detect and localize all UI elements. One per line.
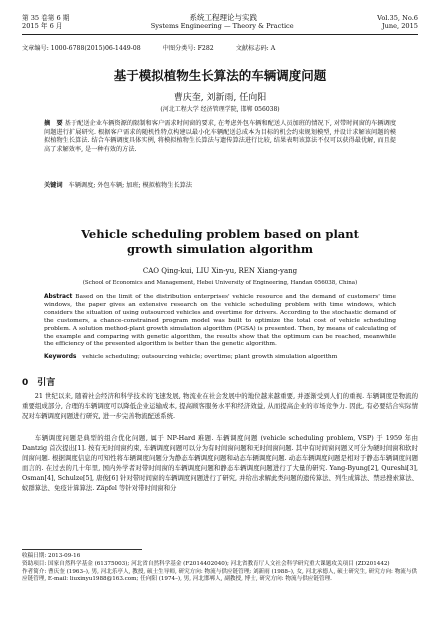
- abstract-text-cn: 基于配送企业车辆资源的限制和客户需求时间窗的要求, 在考虑外包车辆和配送人员加班的情况下, 对带时间窗的车辆调度问题进行扩展研究. 根据客户需求的随机性特点构建以最小化车辆配送总成本为目标的机会约束规划模型, 并设计求解该问题的模拟植物生长算法. 结合车辆调度具体实例, 将模拟植物生长算法与遗传算法进行比较, 结果表明该算法不仅可以获得最优解, 而且提高了求解效率, 是一种有效的方法.: [44, 120, 397, 154]
- title-cn: 基于模拟植物生长算法的车辆调度问题: [113, 68, 327, 83]
- authors-cn: 曹庆奎, 刘新雨, 任向阳: [173, 93, 267, 103]
- article-metadata: [22, 43, 418, 52]
- journal-name-en: Systems Engineering — Theory & Practice: [150, 22, 294, 30]
- affiliation-en: (School of Economics and Management, Hebei University of Engineering, Handan 056038, China): [82, 280, 358, 286]
- title-en: Vehicle scheduling problem based on plant growth simulation algorithm: [81, 227, 359, 256]
- section-heading-introduction: 0 引言: [22, 378, 56, 388]
- abstract-cn: [44, 120, 396, 155]
- keywords-en: [44, 353, 396, 362]
- date-en: June, 2015: [381, 22, 418, 30]
- keywords-cn: [44, 182, 396, 191]
- footnote-rule: [22, 549, 142, 550]
- abstract-label-cn: 摘 要: [44, 120, 63, 127]
- volume-issue-en: Vol.35, No.6: [377, 14, 418, 22]
- intro-paragraph-2: 车辆调度问题是典型的组合优化问题, 属于 NP-Hard 难题. 车辆调度问题 (vehicle scheduling problem, VSP) 于 1959 年由 Dantzig 首次提出[1]. 按有无时间窗约束, 车辆调度问题可以分为有时间窗问题和无时间窗问题. 其中有时间窗问题又可分为硬时间窗和软时间窗问题. 根据调度信息的可知性将车辆调度问题分为静态车辆调度问题和动态车辆调度问题. 动态车辆调度问题是相对于静态车辆调度问题而言的. 在过去的几十年里, 国内外学者对带时间窗的车辆调度问题和静态车辆调度问题进行了大量的研究. Yang-Byung[2], Qureshi[3], Osman[4], Schulze[5], 唐俊[6] 针对带时间窗的车辆调度问题进行了研究, 并给出求解此类问题的遗传算法、列生成算法、禁忌搜索算法、蚁群算法、免疫计算算法. Zäpfel 等针对带时间窗和分: [22, 434, 419, 492]
- abstract-en: [44, 294, 396, 349]
- funding-note: 资助项目: 国家自然科学基金 (61375003); 河北省自然科学基金 (F2014402040); 河北省教育厅人文社会科学研究重大课题攻关项目 (ZD201442): [22, 560, 390, 567]
- date-cn: 2015 年 6 月: [22, 22, 63, 30]
- document-code: 文献标志码: A: [235, 45, 276, 52]
- keywords-text-cn: 车辆调度; 外包车辆; 加班; 模拟植物生长算法: [68, 182, 193, 189]
- keywords-text-en: vehicle scheduling; outsourcing vehicle; overtime; plant growth simulation algorithm: [82, 354, 338, 360]
- article-number: 文章编号: 1000-6788(2015)06-1449-08: [22, 45, 141, 52]
- abstract-label-en: Abstract: [44, 294, 73, 300]
- volume-issue-cn: 第 35 卷第 6 期: [22, 14, 70, 22]
- clc-number: 中图分类号: F282: [162, 45, 214, 52]
- abstract-text-en: Based on the limit of the distribution enterprises' vehicle resource and the demand of customers' time windows, the paper gives an extensive research on the vehicle scheduling problem with time windows, which considers the situation of using outsourced vehicles and overtime for drivers. According to the stochastic demand of the customers, a chance-constrained program model was built to optimize the total cost of vehicle scheduling problem. A solution method-plant growth simulation algorithm (PGSA) is presented. Then, by means of calculating of the example and comparing with genetic algorithm, the results show that the optimum can be reached, meanwhile the efficiency of the presented algorithm is better than the genetic algorithm.: [44, 294, 396, 348]
- journal-name-cn: 系统工程理论与实践: [189, 13, 258, 22]
- authors-en: CAO Qing-kui, LIU Xin-yu, REN Xiang-yang: [142, 267, 298, 275]
- running-header: [22, 14, 418, 30]
- received-date: 收稿日期: 2013-09-16: [22, 553, 81, 559]
- author-bio: 作者简介: 曹庆奎 (1963–), 男, 河北乐亭人, 教授, 硕士生导师, 研究方向: 物流与供应链管理; 刘新雨 (1988–), 女, 河北承德人, 硕士研究生, 研究方向: 物流与供应链管理, E-mail: liuxinyu1988@163.com; 任向阳 (1974–), 男, 河北邯郸人, 副教授, 博士, 研究方向: 物流与供应链管理.: [22, 568, 418, 583]
- intro-paragraph-1: 21 世纪以来, 随着社会经济和科学技术的飞速发展, 物流业在社会发展中的地位越来越重要, 并逐渐受到人们的重视. 车辆调度是物流的重要组成部分, 合理的车辆调度可以降低企业运输成本, 提高顾客服务水平和经济效益, 从而提高企业的市场竞争力. 因此, 有必要结合实际情况对车辆调度问题进行研究, 进一步完善物流配送系统.: [22, 392, 418, 420]
- header-rule: [22, 34, 418, 35]
- keywords-label-cn: 关键词: [44, 182, 63, 189]
- affiliation-cn: (河北工程大学 经济管理学院, 邯郸 056038): [160, 106, 280, 113]
- footnote: [22, 553, 418, 584]
- keywords-label-en: Keywords: [44, 354, 77, 360]
